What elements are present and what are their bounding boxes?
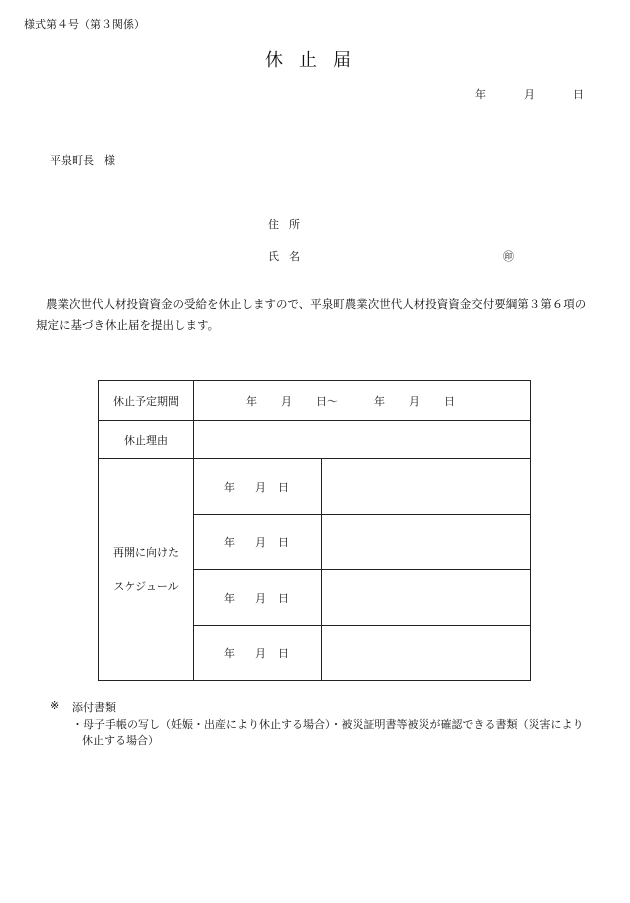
- name-label-char: 名: [289, 250, 300, 263]
- title-char: 届: [333, 50, 353, 71]
- period-day-to: 日〜: [316, 394, 338, 408]
- addressee: [50, 152, 115, 168]
- schedule-day: 日: [278, 480, 289, 494]
- reason-label: 休止理由: [99, 421, 194, 459]
- period-year2: 年: [374, 394, 385, 408]
- period-year: 年: [246, 394, 257, 408]
- schedule-day: 日: [278, 536, 289, 549]
- name-label-char: 氏: [268, 250, 279, 263]
- period-label: 休止予定期間: [99, 381, 194, 421]
- schedule-month: 月: [255, 480, 266, 494]
- name-label: [268, 248, 300, 264]
- schedule-day: 日: [278, 647, 289, 660]
- title-char: 休: [265, 50, 285, 71]
- document-title: [265, 46, 353, 72]
- date-month: 月: [524, 88, 535, 101]
- form-number: 様式第４号（第３関係）: [24, 18, 145, 31]
- schedule-day: 日: [278, 591, 289, 605]
- schedule-month: 月: [255, 591, 266, 605]
- address-label: [268, 216, 300, 232]
- schedule-detail-cell[interactable]: [322, 570, 531, 626]
- schedule-date-cell[interactable]: [194, 459, 322, 515]
- schedule-date-cell[interactable]: [194, 515, 322, 570]
- schedule-year: 年: [224, 480, 235, 494]
- period-month2: 月: [409, 394, 420, 408]
- schedule-year: 年: [224, 536, 235, 549]
- suspension-form-table: [98, 380, 531, 681]
- period-value-cell[interactable]: [194, 381, 531, 421]
- schedule-detail-cell[interactable]: [322, 459, 531, 515]
- period-month: 月: [281, 394, 292, 408]
- schedule-label: [99, 459, 194, 681]
- period-day2: 日: [444, 394, 455, 408]
- schedule-label-line2: スケジュール: [113, 579, 179, 593]
- reason-value-cell[interactable]: [194, 421, 531, 459]
- schedule-month: 月: [255, 647, 266, 660]
- addressee-honorific: 様: [104, 154, 115, 167]
- address-label-char: 住: [268, 218, 279, 231]
- schedule-detail-cell[interactable]: [322, 515, 531, 570]
- body-text-line2: 規定に基づき休止届を提出します。: [36, 318, 220, 332]
- seal-mark: ㊞: [503, 250, 514, 263]
- period-row: [99, 381, 531, 421]
- schedule-date-cell[interactable]: [194, 570, 322, 626]
- attachments-mark: ※: [50, 699, 60, 712]
- schedule-detail-cell[interactable]: [322, 626, 531, 681]
- attachments-item-line2: 休止する場合）: [82, 734, 159, 747]
- addressee-name: 平泉町長: [50, 154, 94, 167]
- schedule-year: 年: [224, 647, 235, 660]
- schedule-row: [99, 459, 531, 515]
- address-label-char: 所: [289, 218, 300, 231]
- date-year: 年: [475, 88, 486, 101]
- attachments-item-line1: ・母子手帳の写し（妊娠・出産により休止する場合）・被災証明書等被災が確認できる書類（災害により: [72, 718, 584, 731]
- schedule-year: 年: [224, 591, 235, 605]
- schedule-label-line1: 再開に向けた: [113, 545, 179, 559]
- attachments-heading: 添付書類: [72, 701, 116, 714]
- schedule-month: 月: [255, 536, 266, 549]
- reason-row: [99, 421, 531, 459]
- date-day: 日: [573, 88, 584, 101]
- schedule-date-cell[interactable]: [194, 626, 322, 681]
- body-text-line1: 農業次世代人材投資資金の受給を休止しますので、平泉町農業次世代人材投資資金交付要綱第３第６項の: [46, 297, 587, 311]
- title-char: 止: [299, 50, 319, 71]
